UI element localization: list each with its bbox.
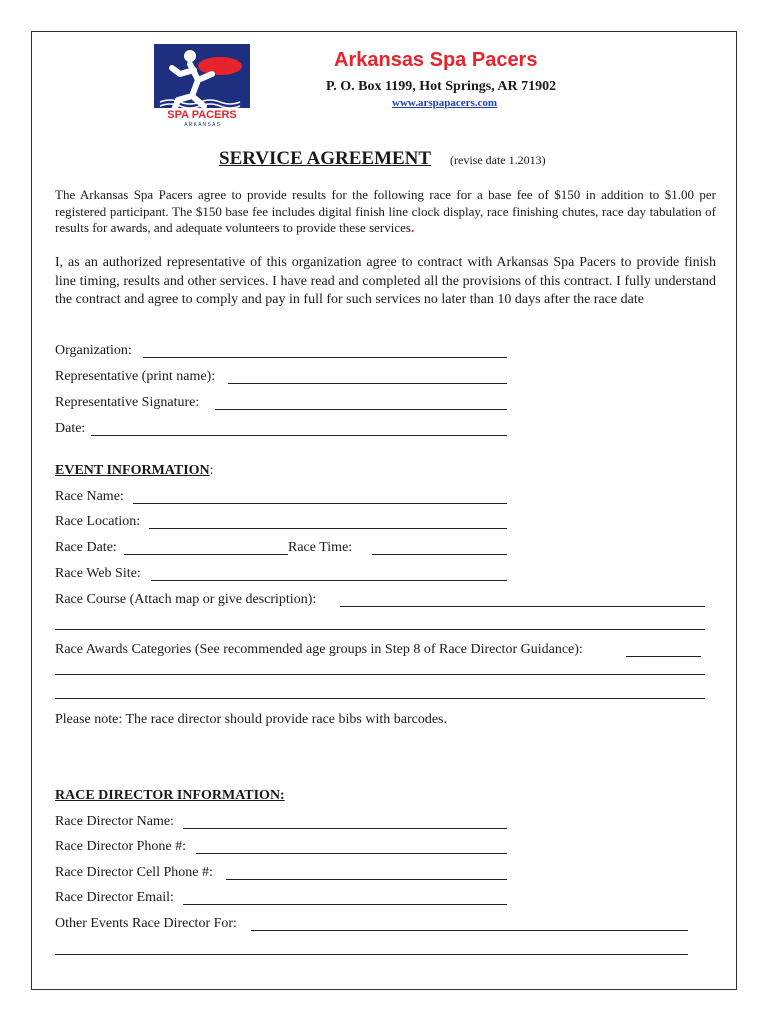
director-name-label: Race Director Name: [55,814,174,829]
logo-text: SPA PACERS [167,109,237,121]
other-events-field-line-2[interactable] [55,954,688,955]
other-events-field[interactable] [251,930,688,931]
rep-signature-label: Representative Signature: [55,395,200,410]
spa-pacers-logo [154,44,250,128]
rep-signature-field[interactable] [215,409,507,410]
page-title: SERVICE AGREEMENT [219,148,432,169]
race-time-label: Race Time: [288,540,353,555]
website-link[interactable]: www.arspapacers.com [392,97,498,109]
director-email-label: Race Director Email: [55,890,174,905]
date-field[interactable] [91,435,507,436]
race-name-label: Race Name: [55,489,124,504]
race-date-field[interactable] [124,554,288,555]
race-awards-label: Race Awards Categories (See recommended age groups in Step 8 of Race Director Guidance): [55,642,583,657]
intro-paragraph [55,187,716,237]
race-awards-field-line-3[interactable] [55,698,705,699]
agreement-paragraph: I, as an authorized representative of this organization agree to contract with Arkansas Spa Pacers to provide finish line timing, results and other services. I have read and completed all the provisions of this contract. I fully understand the contract and agree to comply and pay in full for such services no later than 10 days after the race date [55,255,716,307]
director-email-field[interactable] [183,904,507,905]
org-address: P. O. Box 1199, Hot Springs, AR 71902 [326,79,557,94]
intro-text: The Arkansas Spa Pacers agree to provide results for the following race for a base fee of $150 in addition to $1.00 per registered participant. The $150 base fee includes digital finish line clock display, race finishing chutes, race day tabulation of results for awards, and adequate volunteers to provide these services [55,187,716,235]
director-cell-field[interactable] [226,879,507,880]
race-awards-field-line-2[interactable] [55,674,705,675]
organization-label: Organization: [55,343,132,358]
director-phone-field[interactable] [196,853,507,854]
race-location-field[interactable] [149,528,507,529]
revise-date: (revise date 1.2013) [450,153,546,167]
date-label: Date: [55,421,86,436]
rep-name-label: Representative (print name): [55,369,216,384]
bib-note: Please note: The race director should provide race bibs with barcodes. [55,712,447,727]
logo-subtext: A R K A N S A S [184,122,220,128]
director-name-field[interactable] [183,828,507,829]
race-date-label: Race Date: [55,540,117,555]
director-cell-label: Race Director Cell Phone #: [55,865,213,880]
event-info-heading-wrap [55,463,214,479]
org-name: Arkansas Spa Pacers [334,49,538,71]
event-info-colon: : [209,463,214,478]
race-web-site-field[interactable] [151,580,507,581]
rep-name-field[interactable] [228,383,507,384]
other-events-label: Other Events Race Director For: [55,916,237,931]
race-time-field[interactable] [372,554,507,555]
intro-end-mark: . [410,220,415,235]
race-name-field[interactable] [133,503,507,504]
race-awards-field[interactable] [626,656,701,657]
race-course-field-line-2[interactable] [55,629,705,630]
race-location-label: Race Location: [55,514,141,529]
race-web-site-label: Race Web Site: [55,566,141,581]
event-info-heading: EVENT INFORMATION [55,463,210,478]
organization-field[interactable] [143,357,507,358]
race-course-field[interactable] [340,606,705,607]
race-course-label: Race Course (Attach map or give description): [55,592,317,607]
director-phone-label: Race Director Phone #: [55,839,187,854]
director-info-heading: RACE DIRECTOR INFORMATION: [55,788,285,803]
